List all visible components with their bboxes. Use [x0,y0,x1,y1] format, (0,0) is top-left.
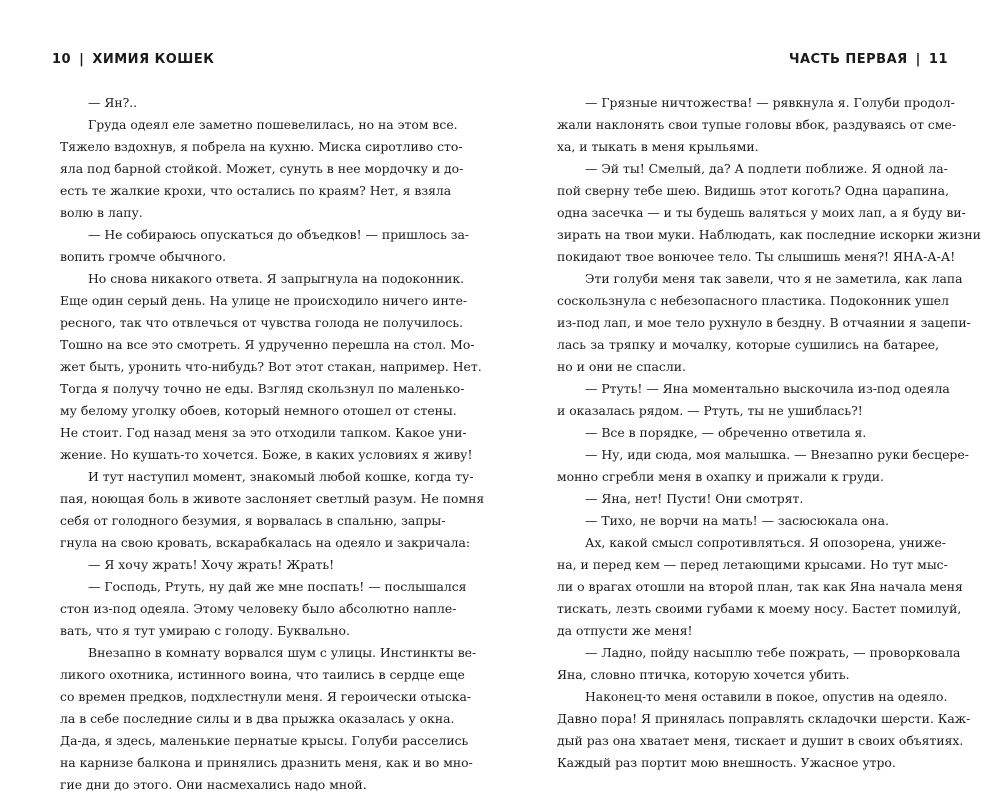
text-line: жет быть, уронить что-нибудь? Вот этот стакан, например. Нет. [60,359,482,374]
page-number: 11 [928,52,948,67]
text-line: — Ртуть! — Яна моментально выскочила из-под одеяла [585,381,950,396]
text-line: гнула на свою кровать, вскарабкалась на одеяло и закричала: [60,535,471,550]
text-line: Каждый раз портит мою внешность. Ужасное утро. [557,755,896,770]
text-line: лась за тряпку и мочалку, которые сушились на батарее, [557,337,939,352]
text-line: Не стоит. Год назад меня за это отходили тапком. Какое уни- [60,425,467,440]
text-line: — Не собираюсь опускаться до объедков! — пришлось за- [88,227,470,242]
text-line: ла в себе последние силы и в два прыжка оказалась у окна. [60,711,455,726]
text-line: Да-да, я здесь, маленькие пернатые крысы. Голуби расселись [60,733,469,748]
text-line: Тяжело вздохнув, я побрела на кухню. Миска сиротливо сто- [60,139,463,154]
text-line: волю в лапу. [60,205,143,220]
text-line: Яна, словно птичка, которую хочется убить. [557,667,850,682]
part-title: ЧАСТЬ ПЕРВАЯ [788,52,908,67]
left-running-head [52,52,214,68]
text-line: покидают твое вонючее тело. Ты слышишь меня?! ЯНА-А-А! [557,249,956,264]
text-line: му белому уголку обоев, который немного отошел от стены. [60,403,457,418]
text-line: соскользнула с небезопасного пластика. Подоконник ушел [557,293,949,308]
text-line: монно сгребли меня в охапку и прижали к груди. [557,469,884,484]
text-line: Но снова никакого ответа. Я запрыгнула на подоконник. [88,271,465,286]
text-line: пая, ноющая боль в животе заслоняет светлый разум. Не помня [60,491,485,506]
text-line: пой сверну тебе шею. Видишь этот коготь? Одна царапина, [557,183,950,198]
right-running-head [789,52,948,68]
text-line: Тогда я получу точно не еды. Взгляд скользнул по маленько- [60,381,465,396]
text-line: Груда одеял еле заметно пошевелилась, но на этом все. [88,117,458,132]
text-line: И тут наступил момент, знакомый любой кошке, когда ту- [88,469,474,484]
text-line: одна засечка — и ты будешь валяться у моих лап, а я буду ви- [557,205,966,220]
text-line: — Тихо, не ворчи на мать! — засюсюкала она. [585,513,889,528]
text-line: — Яна, нет! Пусти! Они смотрят. [585,491,804,506]
text-line: вать, что я тут умираю с голоду. Буквально. [60,623,350,638]
text-line: на карнизе балкона и принялись дразнить меня, как и во мно- [60,755,473,770]
header-separator: | [915,52,921,67]
text-line: со времен предков, подхлестнули меня. Я героически отыска- [60,689,472,704]
text-line: жение. Но кушать-то хочется. Боже, в каких условиях я живу! [60,447,473,462]
header-separator: | [79,52,85,67]
text-line: — Эй ты! Смелый, да? А подлети поближе. Я одной ла- [585,161,948,176]
text-line: есть те жалкие крохи, что остались по краям? Нет, я взяла [60,183,452,198]
text-line: — Господь, Ртуть, ну дай же мне поспать! — послышался [88,579,467,594]
text-line: из-под лап, и мое тело рухнуло в бездну. В отчаянии я зацепи- [557,315,971,330]
text-line: тискать, лезть своими губами к моему носу. Бастет помилуй, [557,601,962,616]
text-line: — Ну, иди сюда, моя малышка. — Внезапно руки бесцере- [585,447,969,462]
text-line: — Все в порядке, — обреченно ответила я. [585,425,867,440]
text-line: Ах, какой смысл сопротивляться. Я опозорена, униже- [585,535,946,550]
text-line: на, и перед кем — перед летающими крысами. Но тут мыс- [557,557,948,572]
right-body-text [557,92,981,774]
text-line: ликого охотника, истинного воина, что таились в сердце еще [60,667,465,682]
text-line: Эти голуби меня так завели, что я не заметила, как лапа [585,271,963,286]
text-line: дый раз она хватает меня, тискает и душит в своих объятиях. [557,733,964,748]
text-line: — Ян?.. [88,95,138,110]
text-line: гие дни до этого. Они насмехались надо мной. [60,777,367,792]
text-line: Тошно на все это смотреть. Я удрученно перешла на стол. Мо- [60,337,475,352]
text-line: — Грязные ничтожества! — рявкнула я. Голуби продол- [585,95,955,110]
text-line: ха, и тыкать в меня крыльями. [557,139,759,154]
right-page [500,0,1000,770]
text-line: стон из-под одеяла. Этому человеку было абсолютно напле- [60,601,457,616]
text-line: Наконец-то меня оставили в покое, опустив на одеяло. [585,689,948,704]
text-line: но и они не спасли. [557,359,686,374]
text-line: — Ладно, пойду насыплю тебе пожрать, — проворковала [585,645,961,660]
text-line: ресного, так что отвлечься от чувства голода не получилось. [60,315,464,330]
text-line: и оказалась рядом. — Ртуть, ты не ушиблась?! [557,403,863,418]
text-line: зирать на твои муки. Наблюдать, как последние искорки жизни [557,227,981,242]
left-page [0,0,500,792]
text-line: да отпусти же меня! [557,623,693,638]
text-line: Давно пора! Я принялась поправлять складочки шерсти. Каж- [557,711,971,726]
text-line: себя от голодного безумия, я ворвалась в спальню, запры- [60,513,446,528]
text-line: вопить громче обычного. [60,249,227,264]
text-line: ли о врагах отошли на второй план, так как Яна начала меня [557,579,963,594]
page-number: 10 [52,52,72,67]
left-body-text [60,92,485,796]
book-title: ХИМИЯ КОШЕК [92,52,215,67]
text-line: — Я хочу жрать! Хочу жрать! Жрать! [88,557,335,572]
text-line: Еще один серый день. На улице не происходило ничего инте- [60,293,468,308]
text-line: яла под барной стойкой. Может, сунуть в нее мордочку и до- [60,161,464,176]
text-line: Внезапно в комнату ворвался шум с улицы. Инстинкты ве- [88,645,477,660]
text-line: жали наклонять свои тупые головы вбок, раздуваясь от сме- [557,117,957,132]
